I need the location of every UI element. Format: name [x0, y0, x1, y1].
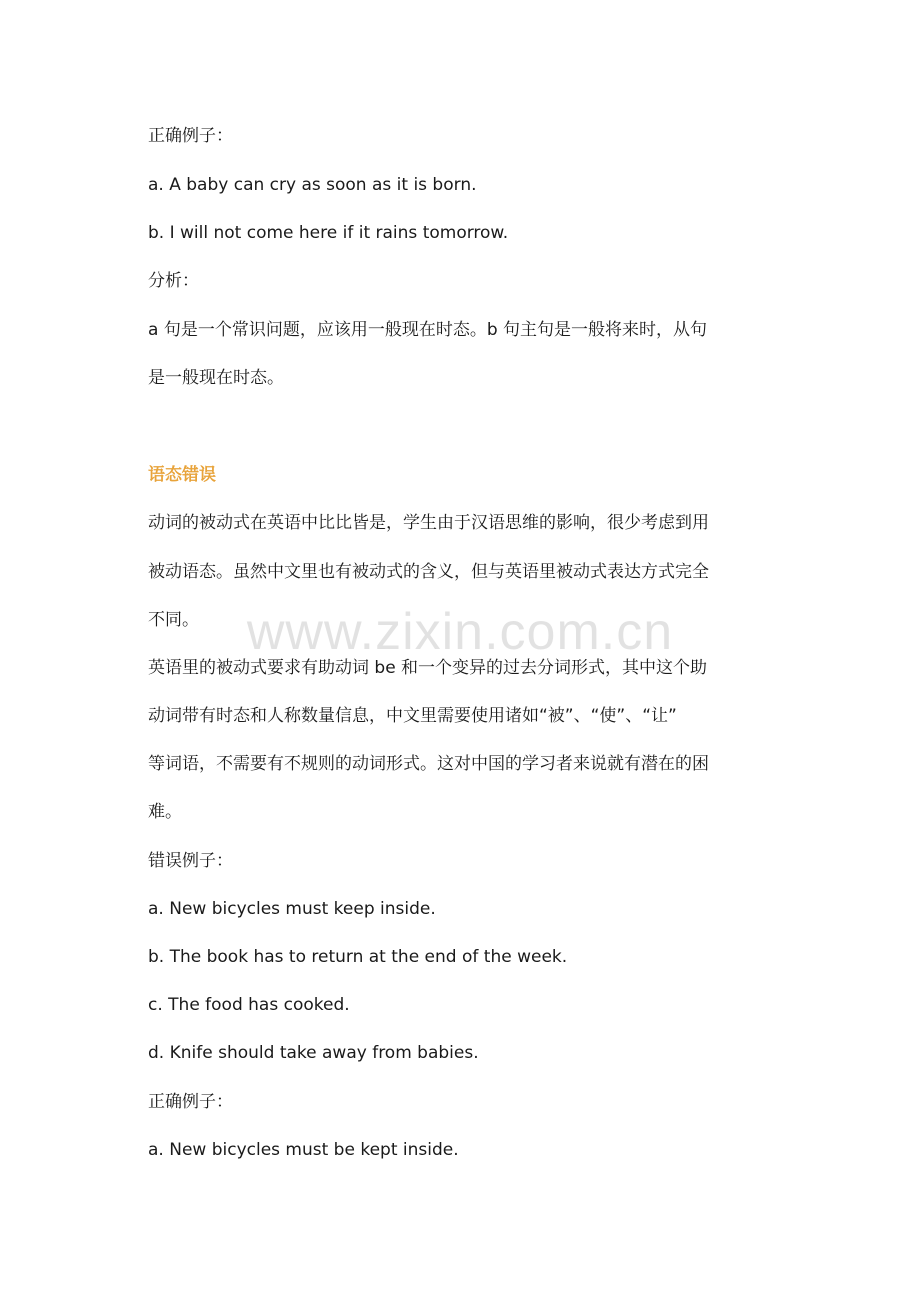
paragraph-line: 难。 — [148, 802, 182, 822]
example-sentence-c: c. The food has cooked. — [148, 995, 350, 1015]
paragraph-line: 是一般现在时态。 — [148, 368, 284, 388]
example-sentence-a: a. New bicycles must be kept inside. — [148, 1140, 459, 1160]
label-wrong-examples: 错误例子： — [148, 851, 233, 871]
paragraph-line: 等词语，不需要有不规则的动词形式。这对中国的学习者来说就有潜在的困 — [148, 754, 709, 774]
label-correct-examples: 正确例子： — [148, 126, 233, 146]
paragraph-line: a 句是一个常识问题，应该用一般现在时态。b 句主句是一般将来时，从句 — [148, 320, 708, 340]
paragraph-line: 动词带有时态和人称数量信息，中文里需要使用诸如“被”、“使”、“让” — [148, 706, 677, 726]
paragraph-line: 不同。 — [148, 610, 199, 630]
label-correct-examples: 正确例子： — [148, 1092, 233, 1112]
section-heading-voice-errors: 语态错误 — [148, 465, 216, 485]
paragraph-line: 被动语态。虽然中文里也有被动式的含义，但与英语里被动式表达方式完全 — [148, 562, 709, 582]
paragraph-line: 动词的被动式在英语中比比皆是，学生由于汉语思维的影响，很少考虑到用 — [148, 513, 709, 533]
example-sentence-a: a. A baby can cry as soon as it is born. — [148, 175, 477, 195]
watermark-text: www.zixin.com.cn — [246, 603, 674, 661]
example-sentence-d: d. Knife should take away from babies. — [148, 1043, 479, 1063]
example-sentence-b: b. The book has to return at the end of the week. — [148, 947, 568, 967]
example-sentence-a: a. New bicycles must keep inside. — [148, 899, 436, 919]
paragraph-line: 英语里的被动式要求有助动词 be 和一个变异的过去分词形式，其中这个助 — [148, 658, 708, 678]
example-sentence-b: b. I will not come here if it rains tomorrow. — [148, 223, 509, 243]
label-analysis: 分析： — [148, 271, 199, 291]
